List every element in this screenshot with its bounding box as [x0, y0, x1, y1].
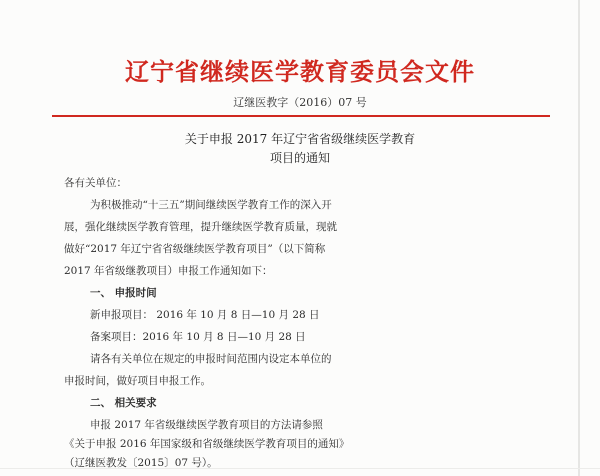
subject-line-2: 项目的通知 — [269, 151, 330, 165]
paragraph-1-line: 做好“2017 年辽宁省省级继续医学教育项目”（以下简称 — [64, 243, 326, 255]
document-number: 辽继医教字（2016）07 号 — [233, 96, 367, 109]
new-project-period: 新申报项目： 2016 年 10 月 8 日—10 月 28 日 — [90, 309, 320, 321]
section-heading-1: 一、 申报时间 — [90, 287, 157, 299]
document-header-title: 辽宁省继续医学教育委员会文件 — [125, 58, 475, 86]
paragraph-1-line: 为积极推动“十三五”期间继续医学教育工作的深入开 — [90, 199, 332, 211]
paragraph-1-line: 2017 年省级继教项目）申报工作通知如下： — [64, 265, 273, 277]
paragraph-1-line: 展，强化继续医学教育管理，提升继续医学教育质量，现就 — [64, 221, 337, 233]
subject-line-1: 关于申报 2017 年辽宁省省级继续医学教育 — [184, 132, 416, 146]
header-separator-line — [52, 115, 550, 117]
paragraph-2-line: 请各有关单位在规定的申报时间范围内设定本单位的 — [90, 353, 332, 365]
salutation: 各有关单位： — [64, 177, 127, 189]
paragraph-2-line: 申报时间，做好项目申报工作。 — [64, 375, 211, 387]
record-project-period: 备案项目：2016 年 10 月 8 日—10 月 28 日 — [90, 331, 306, 343]
paragraph-3-line: 申报 2017 年省级继续医学教育项目的方法请参照 — [90, 419, 323, 431]
paragraph-3-line: （辽继医教发〔2015〕07 号）。 — [64, 457, 218, 469]
paragraph-3-line: 《关于申报 2016 年国家级和省级继续医学教育项目的通知》 — [64, 438, 350, 450]
section-heading-2: 二、 相关要求 — [90, 397, 157, 409]
